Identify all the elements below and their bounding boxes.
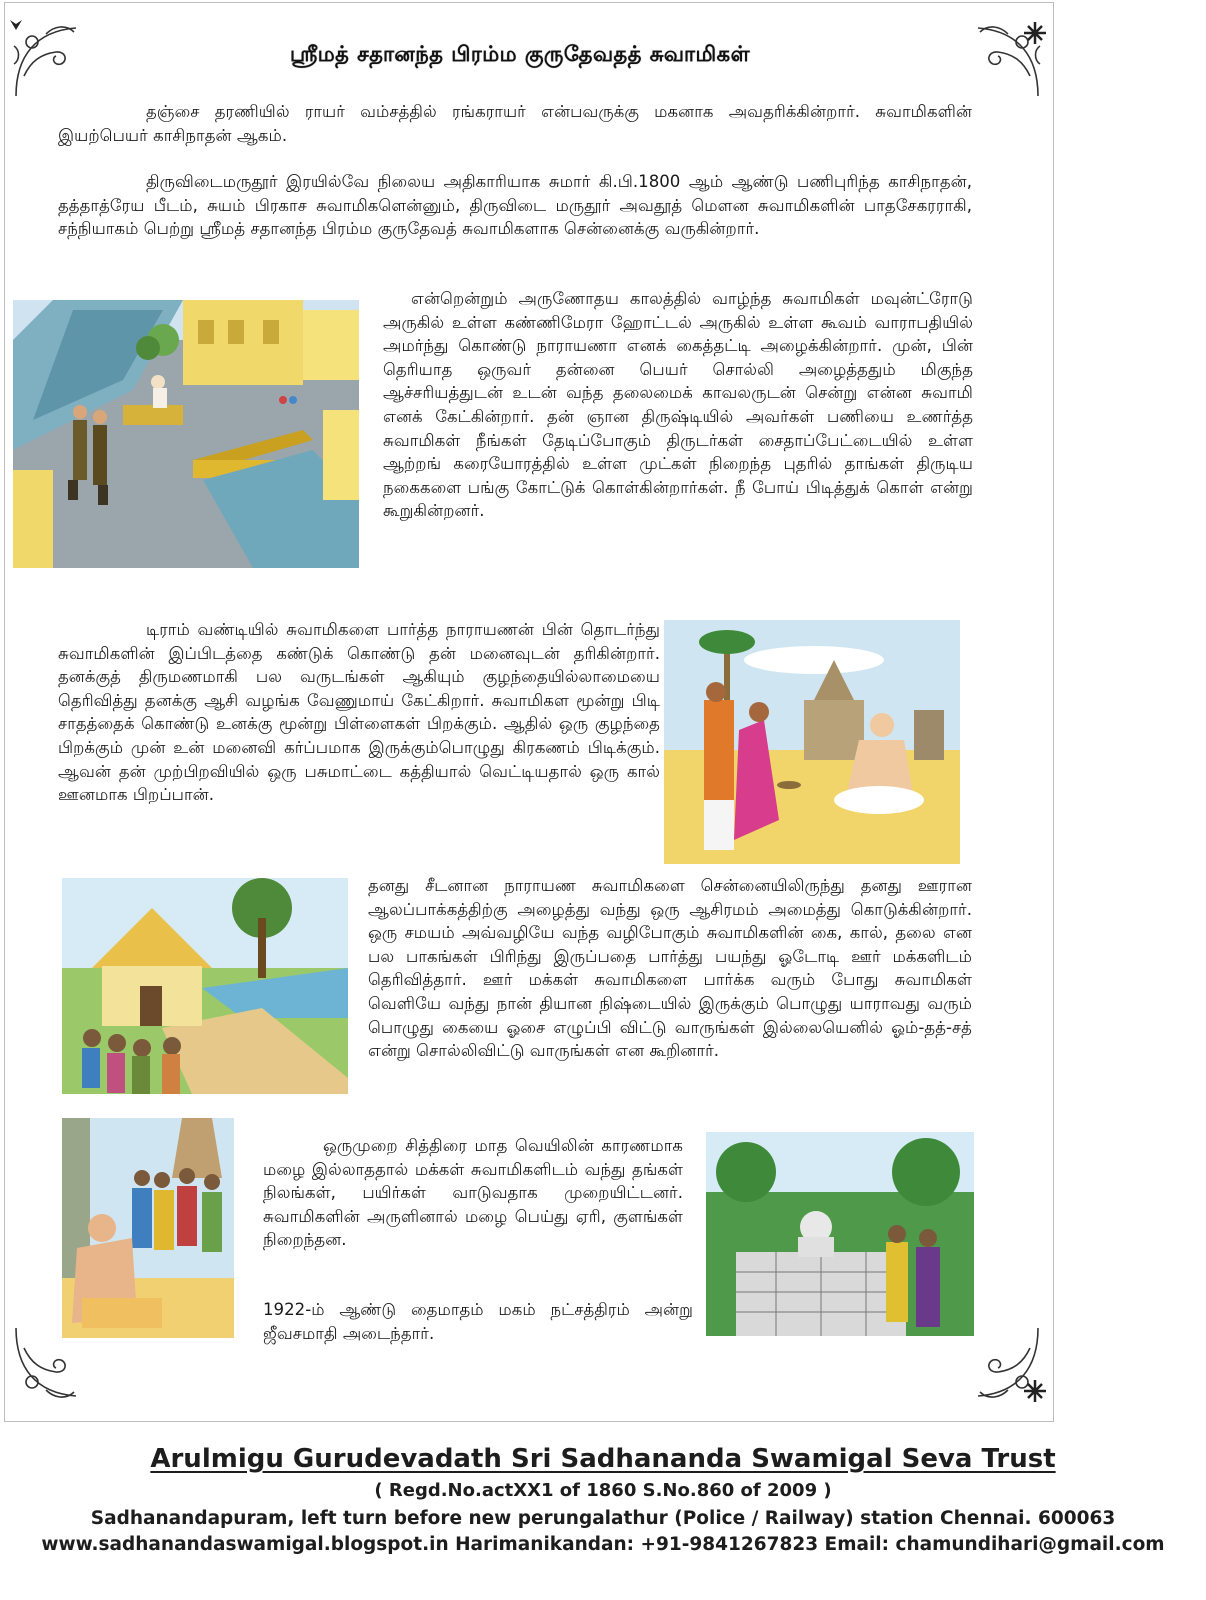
- illustration-villagers: [62, 1118, 234, 1338]
- paragraph-birth: தஞ்சை தரணியில் ராயர் வம்சத்தில் ரங்கராயர் என்பவருக்கு மகனாக அவதரிக்கின்றார். சுவாமிகளின் இயற்பெயர் காசிநாதன் ஆகம்.: [58, 102, 972, 145]
- illustration-samadhi: [706, 1132, 974, 1336]
- paragraph-ashram: தனது சீடனான நாராயண சுவாமிகளை சென்னையிலிருந்து தனது ஊரான ஆலப்பாக்கத்திற்கு அழைத்து வந்து ஒரு ஆசிரமம் அமைத்து கொடுக்கின்றார். ஒரு சமயம் அவ்வழியே வந்த வழிபோகும் சுவாமிகளின் கை, கால், தலை என பல பாகங்கள் பிரிந்து இருப்பதை பார்த்து பயந்து ஓடோடி ஊர் மக்களிடம் தெரிவித்தார். ஊர் மக்கள் சுவாமிகளை பார்க்க வரும் போது சுவாமிகள் வெளியே வந்து நான் தியான நிஷ்டையில் இருக்கும் பொழுது யாராவது வரும் பொழுது கையை ஓசை எழுப்பி விட்டு வாருங்கள் இல்லையெனில் ஓம்-தத்-சத் என்று சொல்லிவிட்டு வாருங்கள் என கூறினார்.: [368, 876, 972, 1061]
- illustration-blessing-couple: [664, 620, 960, 864]
- paragraph-narayanan: டிராம் வண்டியில் சுவாமிகளை பார்த்த நாராயணன் பின் தொடர்ந்து சுவாமிகளின் இப்பிடத்தை கண்டுக் கொண்டு தன் மனைவுடன் தரிகின்றார். தனக்குத் திருமணமாகி பல வருடங்கள் ஆகியும் குழந்தையில்லாமையை தெரிவித்து தனக்கு ஆசி வழங்க வேணுமாய் கேட்கிறார். சுவாமிகள மூன்று பிடி சாதத்தைக் கொண்டு உனக்கு மூன்று பிள்ளைகள் பிறக்கும். ஆதில் ஒரு குழந்தை பிறக்கும் முன் உன் மனைவி கர்ப்பமாக இருக்கும்பொழுது கிரகணம் பிடிக்கும். ஆவன் தன் முற்பிறவியில் ஒரு பசுமாட்டை கத்தியால் வெட்டியதால் ஒரு கால் ஊனமாக பிறப்பான்.: [58, 620, 660, 805]
- trust-address: Sadhanandapuram, left turn before new perungalathur (Police / Railway) station Chennai. 600063: [90, 1508, 1116, 1529]
- trust-name: Arulmigu Gurudevadath Sri Sadhananda Swamigal Seva Trust: [150, 1444, 1056, 1474]
- page-title: ஸ்ரீமத் சதானந்த பிரம்ம குருதேவதத் சுவாமிகள்: [289, 42, 751, 66]
- paragraph-rain: ஒருமுறை சித்திரை மாத வெயிலின் காரணமாக மழை இல்லாததால் மக்கள் சுவாமிகளிடம் வந்து தங்கள் நிலங்கள், பயிர்கள் வாடுவதாக முறையிட்டனர். சுவாமிகளின் அருளினால் மழை பெய்து ஏரி, குளங்கள் நிறைந்தன.: [263, 1136, 683, 1250]
- registration-number: ( Regd.No.actXX1 of 1860 S.No.860 of 2009 ): [374, 1480, 832, 1501]
- corner-ornament-top-left: [6, 16, 96, 106]
- illustration-street-police: [13, 300, 359, 568]
- illustration-ashram-hut: [62, 878, 348, 1094]
- paragraph-samadhi: 1922-ம் ஆண்டு தைமாதம் மகம் நட்சத்திரம் அன்று ஜீவசமாதி அடைந்தார்.: [263, 1300, 693, 1343]
- paragraph-career: திருவிடைமருதூர் இரயில்வே நிலைய அதிகாரியாக சுமார் கி.பி.1800 ஆம் ஆண்டு பணிபுரிந்த காசிநாதன், தத்தாத்ரேய பீடம், சுயம் பிரகாச சுவாமிகளென்னும், திருவிடை மருதூர் அவதூத் மௌன சுவாமிகளின் பாதசேகரராகி, சந்நியாகம் பெற்று ஸ்ரீமத் சதானந்த பிரம்ம குருதேவத் சுவாமிகளாக சென்னைக்கு வருகின்றார்.: [58, 172, 972, 239]
- contact-details: www.sadhanandaswamigal.blogspot.in Harimanikandan: +91-9841267823 Email: chamundihari@gmail.com: [41, 1534, 1165, 1555]
- corner-ornament-top-right: [958, 16, 1048, 106]
- paragraph-police: என்றென்றும் அருணோதய காலத்தில் வாழ்ந்த சுவாமிகள் மவுன்ட்ரோடு அருகில் உள்ள கண்ணிமேரா ஹோட்டல் அருகில் உள்ள கூவம் வாராபதியில் அமர்ந்து கொண்டு நாராயணா எனக் கைத்தட்டி அழைக்கின்றார். முன், பின் தெரியாத ஒருவர் தன்னை பெயர் சொல்லி அழைத்ததும் மிகுந்த ஆச்சரியத்துடன் உடன் வந்த தலைமைக் காவலருடன் சென்று என்ன சுவாமி எனக் கேட்கின்றார். தன் ஞான திருஷ்டியில் அவர்கள் பணியை உணர்த்த சுவாமிகள் நீங்கள் தேடிப்போகும் திருடர்கள் சைதாப்பேட்டையில் உள்ள ஆற்றங் கரையோரத்தில் உள்ள முட்கள் நிறைந்த புதரில் தாங்கள் திருடிய நகைகளை பங்கு கோட்டுக் கொள்கின்றார்கள். நீ போய் பிடித்துக் கொள் என்று கூறுகின்றனர்.: [383, 289, 973, 521]
